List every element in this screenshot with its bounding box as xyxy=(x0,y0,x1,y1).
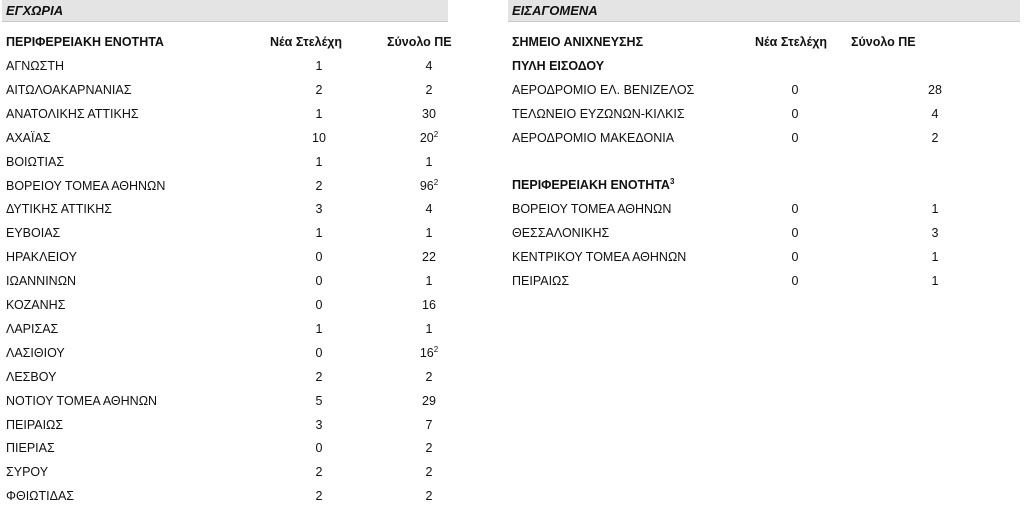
total-value: 2 xyxy=(425,441,433,456)
new-strains-value: 0 xyxy=(791,249,799,264)
total-value: 28 xyxy=(928,83,942,97)
new-strains-value: 2 xyxy=(315,82,323,97)
detection-point-name: ΑΕΡΟΔΡΟΜΙΟ ΕΛ. ΒΕΝΙΖΕΛΟΣ xyxy=(512,83,695,97)
header-new-strains-imported: Νέα Στελέχη xyxy=(755,35,828,49)
region-name: ΦΘΙΩΤΙΔΑΣ xyxy=(6,489,75,504)
new-strains-value: 0 xyxy=(315,274,323,289)
header-total-imported: Σύνολο ΠΕ xyxy=(851,35,916,49)
table-row xyxy=(0,155,450,178)
total-value: 2 xyxy=(425,489,433,504)
table-row xyxy=(0,370,450,393)
total-value: 1 xyxy=(425,274,433,289)
total-value: $96^2$ xyxy=(419,177,439,193)
new-strains-value: 2 xyxy=(315,369,323,384)
region-name: ΑΝΑΤΟΛΙΚΗΣ ΑΤΤΙΚΗΣ xyxy=(6,106,139,121)
region-name: ΗΡΑΚΛΕΙΟΥ xyxy=(6,250,77,265)
new-strains-value: 3 xyxy=(315,202,323,217)
table-row xyxy=(0,441,450,464)
total-value: 4 xyxy=(425,59,433,73)
region-name: ΛΑΡΙΣΑΣ xyxy=(6,321,59,336)
new-strains-value: 0 xyxy=(791,83,799,97)
new-strains-value: 2 xyxy=(315,178,323,193)
table-row xyxy=(0,489,450,512)
region-name: ΚΟΖΑΝΗΣ xyxy=(6,298,66,312)
new-strains-value: 0 xyxy=(315,441,323,456)
new-strains-value: 1 xyxy=(315,321,323,336)
table-row xyxy=(0,59,450,82)
region-name: ΑΧΑΪΑΣ xyxy=(6,130,51,145)
detection-point-name: ΒΟΡΕΙΟΥ ΤΟΜΕΑ ΑΘΗΝΩΝ xyxy=(512,202,672,216)
total-value: 4 xyxy=(425,202,433,217)
new-strains-value: 2 xyxy=(315,489,323,504)
total-value: 29 xyxy=(422,393,436,408)
detection-point-name: ΑΕΡΟΔΡΟΜΙΟ ΜΑΚΕΔΟΝΙΑ xyxy=(512,130,675,145)
new-strains-value: 1 xyxy=(315,59,323,73)
total-value: 22 xyxy=(422,250,436,265)
new-strains-value: 1 xyxy=(315,154,323,169)
header-new-strains: Νέα Στελέχη xyxy=(270,35,343,49)
region-name: ΛΕΣΒΟΥ xyxy=(6,369,57,384)
new-strains-value: 0 xyxy=(791,202,799,216)
table-row xyxy=(0,322,450,345)
region-name: ΙΩΑΝΝΙΝΩΝ xyxy=(6,274,77,289)
total-value: $16^2$ xyxy=(419,344,439,360)
section-title-imported: ΕΙΣΑΓΟΜΕΝΑ xyxy=(508,0,1020,22)
new-strains-value: 1 xyxy=(315,106,323,121)
region-name: ΝΟΤΙΟΥ ΤΟΜΕΑ ΑΘΗΝΩΝ xyxy=(6,393,158,408)
table-row xyxy=(0,298,450,321)
detection-point-name: ΘΕΣΣΑΛΟΝΙΚΗΣ xyxy=(512,225,610,240)
footnote-marker: 2 xyxy=(433,344,439,354)
new-strains-value: 0 xyxy=(791,106,799,121)
new-strains-value: 5 xyxy=(315,393,323,408)
header-detection-point: ΣΗΜΕΙΟ ΑΝΙΧΝΕΥΣΗΣ xyxy=(512,35,644,49)
table-row xyxy=(0,346,450,369)
total-value: 1 xyxy=(931,202,939,216)
new-strains-value: 0 xyxy=(315,298,323,312)
table-row xyxy=(0,179,450,202)
header-total: Σύνολο ΠΕ xyxy=(387,35,452,49)
region-name: ΔΥΤΙΚΗΣ ΑΤΤΙΚΗΣ xyxy=(6,202,112,217)
region-name: ΠΙΕΡΙΑΣ xyxy=(6,441,55,456)
region-name: ΣΥΡΟΥ xyxy=(6,465,49,480)
total-value: 3 xyxy=(931,225,939,240)
table-row xyxy=(0,274,1024,297)
region-name: ΒΟΡΕΙΟΥ ΤΟΜΕΑ ΑΘΗΝΩΝ xyxy=(6,178,166,193)
table-row xyxy=(0,202,1024,225)
new-strains-value: 10 xyxy=(312,130,326,145)
table-row xyxy=(0,83,1024,106)
table-row xyxy=(0,226,1024,249)
region-name: ΒΟΙΩΤΙΑΣ xyxy=(6,154,65,169)
new-strains-value: 2 xyxy=(315,465,323,480)
new-strains-value: 0 xyxy=(791,130,799,145)
new-strains-value: 3 xyxy=(315,417,323,432)
table-row xyxy=(0,465,450,488)
total-value: 4 xyxy=(931,106,939,121)
total-value: $20^2$ xyxy=(419,129,439,145)
subheader-region-label: ΠΕΡΙΦΕΡΕΙΑΚΗ ΕΝΟΤΗΤΑ xyxy=(512,178,670,192)
region-name: ΑΙΤΩΛΟΑΚΑΡΝΑΝΙΑΣ xyxy=(6,82,132,97)
total-value: 30 xyxy=(422,106,436,121)
subheader-region xyxy=(512,178,674,192)
header-region: ΠΕΡΙΦΕΡΕΙΑΚΗ ΕΝΟΤΗΤΑ xyxy=(6,35,164,49)
total-value: 1 xyxy=(425,154,433,169)
table-row xyxy=(0,418,450,441)
region-name: ΛΑΣΙΘΙΟΥ xyxy=(6,345,65,360)
total-value: 1 xyxy=(931,273,939,288)
region-name: ΕΥΒΟΙΑΣ xyxy=(6,226,61,241)
table-row xyxy=(0,250,1024,273)
total-value: 1 xyxy=(931,249,939,264)
section-title-domestic: ΕΓΧΩΡΙΑ xyxy=(2,0,448,22)
new-strains-value: 0 xyxy=(791,273,799,288)
table-row xyxy=(0,394,450,417)
new-strains-value: 1 xyxy=(315,226,323,241)
region-name: ΠΕΙΡΑΙΩΣ xyxy=(6,417,64,432)
total-value: 1 xyxy=(425,321,433,336)
footnote-marker: 2 xyxy=(433,129,439,139)
table-row xyxy=(0,107,1024,130)
total-value: 16 xyxy=(422,298,436,312)
detection-point-name: ΠΕΙΡΑΙΩΣ xyxy=(512,273,570,288)
footnote-marker: 2 xyxy=(433,177,439,187)
total-value: 2 xyxy=(931,130,939,145)
subheader-region-footnote: 3 xyxy=(669,176,675,186)
total-value: 2 xyxy=(425,369,433,384)
total-value: 2 xyxy=(425,82,433,97)
total-value: 1 xyxy=(425,226,433,241)
new-strains-value: 0 xyxy=(791,225,799,240)
subheader-entry-gate: ΠΥΛΗ ΕΙΣΟΔΟΥ xyxy=(512,59,605,73)
new-strains-value: 0 xyxy=(315,250,323,265)
region-name: ΑΓΝΩΣΤΗ xyxy=(6,59,64,73)
detection-point-name: ΚΕΝΤΡΙΚΟΥ ΤΟΜΕΑ ΑΘΗΝΩΝ xyxy=(512,249,687,264)
table-row xyxy=(0,131,1024,154)
total-value: 2 xyxy=(425,465,433,480)
total-value: 7 xyxy=(425,417,433,432)
detection-point-name: ΤΕΛΩΝΕΙΟ ΕΥΖΩΝΩΝ-ΚΙΛΚΙΣ xyxy=(512,106,685,121)
new-strains-value: 0 xyxy=(315,345,323,360)
